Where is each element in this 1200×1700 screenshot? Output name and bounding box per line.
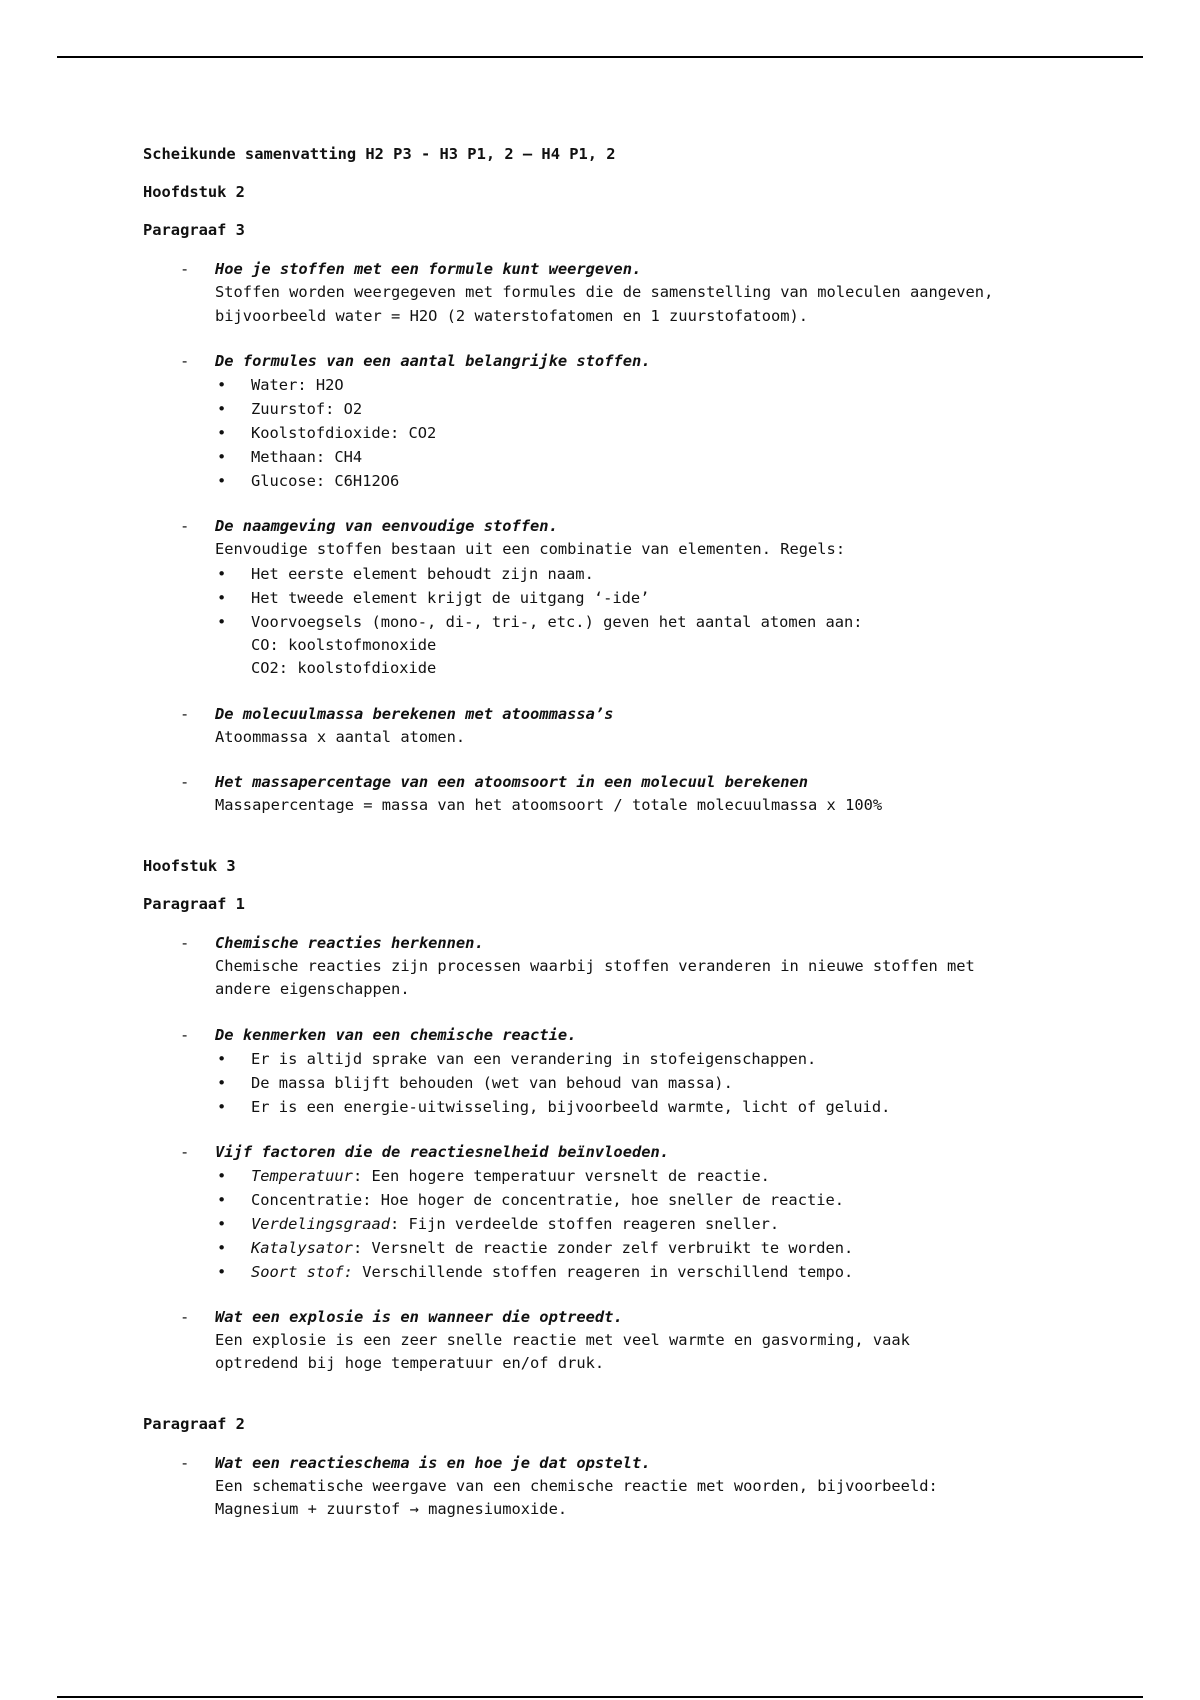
bullet-item bbox=[215, 1164, 1083, 1188]
bullet-item: • Er is een energie-uitwisseling, bijvoorbeeld warmte, licht of geluid. bbox=[215, 1095, 1083, 1119]
bullet-item: • Glucose: C6H12O6 bbox=[215, 469, 1083, 493]
item-text: Een schematische weergave van een chemische reactie met woorden, bijvoorbeeld: bbox=[215, 1476, 938, 1495]
bullet-item: • De massa blijft behouden (wet van behoud van massa). bbox=[215, 1071, 1083, 1095]
item-question: Chemische reacties herkennen. bbox=[215, 933, 484, 952]
bullet-list bbox=[215, 1164, 1083, 1284]
bullet-item: • Zuurstof: O2 bbox=[215, 397, 1083, 421]
item-text: Eenvoudige stoffen bestaan uit een combinatie van elementen. Regels: bbox=[215, 540, 846, 558]
item-question: Het massapercentage van een atoomsoort in een molecuul berekenen bbox=[215, 773, 809, 791]
item-text: Massapercentage = massa van het atoomsoort / totale molecuulmassa x 100% bbox=[215, 796, 883, 814]
list-item bbox=[143, 1141, 1083, 1284]
list-item bbox=[143, 771, 1083, 818]
dash-marker: - bbox=[180, 1453, 190, 1472]
dash-marker: - bbox=[180, 704, 190, 723]
document-body bbox=[143, 144, 1083, 1544]
sub-example: CO2: koolstofdioxide bbox=[251, 659, 437, 677]
bullet-item: • Het tweede element krijgt de uitgang ‘-ide’ bbox=[215, 586, 1083, 610]
list-item bbox=[143, 1306, 1083, 1376]
list-item bbox=[143, 350, 1083, 493]
dash-marker: - bbox=[180, 517, 190, 535]
list-item bbox=[143, 703, 1083, 750]
item-text: andere eigenschappen. bbox=[215, 980, 410, 998]
factor-text: Verschillende stoffen reageren in verschillend tempo. bbox=[352, 1262, 854, 1281]
bullet-list bbox=[215, 562, 1083, 634]
dash-marker: - bbox=[180, 773, 190, 791]
item-question: De formules van een aantal belangrijke stoffen. bbox=[215, 352, 651, 370]
paragraph-heading-3-1: Paragraaf 1 bbox=[143, 894, 245, 913]
item-text: Magnesium + zuurstof → magnesiumoxide. bbox=[215, 1500, 568, 1518]
item-question: De kenmerken van een chemische reactie. bbox=[215, 1025, 577, 1044]
item-text: Atoommassa x aantal atomen. bbox=[215, 727, 466, 746]
item-question: Vijf factoren die de reactiesnelheid beïnvloeden. bbox=[215, 1142, 670, 1161]
paragraph-heading-2-3: Paragraaf 3 bbox=[143, 221, 245, 239]
top-rule bbox=[57, 56, 1143, 58]
item-text: Stoffen worden weergegeven met formules die de samenstelling van moleculen aangeven, bbox=[215, 283, 994, 301]
bullet-item: • Het eerste element behoudt zijn naam. bbox=[215, 562, 1083, 586]
bullet-item bbox=[215, 1260, 1083, 1284]
factor-text: : Een hogere temperatuur versnelt de reactie. bbox=[352, 1166, 770, 1185]
item-question: De naamgeving van eenvoudige stoffen. bbox=[215, 517, 558, 535]
sub-example: CO: koolstofmonoxide bbox=[251, 635, 437, 654]
list-item bbox=[143, 258, 1083, 328]
list-item bbox=[143, 1452, 1083, 1522]
bullet-list bbox=[215, 373, 1083, 493]
factor-text: : Versnelt de reactie zonder zelf verbruikt te worden. bbox=[352, 1238, 854, 1257]
item-question: Wat een explosie is en wanneer die optreedt. bbox=[215, 1307, 623, 1326]
list-item bbox=[143, 932, 1083, 1002]
item-text: Een explosie is een zeer snelle reactie met veel warmte en gasvorming, vaak bbox=[215, 1330, 910, 1349]
item-question: Wat een reactieschema is en hoe je dat opstelt. bbox=[215, 1453, 651, 1472]
bullet-item: • Water: H2O bbox=[215, 373, 1083, 397]
item-text: bijvoorbeeld water = H2O (2 waterstofatomen en 1 zuurstofatoom). bbox=[215, 306, 809, 325]
dash-marker: - bbox=[180, 1025, 190, 1044]
chapter-heading-2: Hoofdstuk 2 bbox=[143, 183, 245, 201]
factor-text: : Fijn verdeelde stoffen reageren sneller. bbox=[390, 1214, 780, 1233]
item-text: Chemische reacties zijn processen waarbij stoffen veranderen in nieuwe stoffen met bbox=[215, 956, 975, 975]
list-item bbox=[143, 1024, 1083, 1119]
factor-term: Soort stof: bbox=[251, 1262, 353, 1281]
dash-marker: - bbox=[180, 1307, 190, 1326]
item-question: Hoe je stoffen met een formule kunt weergeven. bbox=[215, 260, 642, 278]
item-text: optredend bij hoge temperatuur en/of druk. bbox=[215, 1354, 605, 1372]
bullet-item: • Er is altijd sprake van een verandering in stofeigenschappen. bbox=[215, 1047, 1083, 1071]
item-question: De molecuulmassa berekenen met atoommassa’s bbox=[215, 704, 614, 723]
paragraph-heading-3-2: Paragraaf 2 bbox=[143, 1414, 245, 1433]
bullet-item: • Concentratie: Hoe hoger de concentratie, hoe sneller de reactie. bbox=[215, 1188, 1083, 1212]
document-title: Scheikunde samenvatting H2 P3 - H3 P1, 2 – H4 P1, 2 bbox=[143, 145, 616, 163]
bullet-item: • Voorvoegsels (mono-, di-, tri-, etc.) geven het aantal atomen aan: bbox=[215, 610, 1083, 634]
dash-marker: - bbox=[180, 352, 190, 370]
factor-term: Katalysator bbox=[251, 1238, 353, 1257]
factor-term: Temperatuur bbox=[251, 1166, 353, 1185]
bullet-item bbox=[215, 1236, 1083, 1260]
dash-marker: - bbox=[180, 260, 190, 278]
dash-marker: - bbox=[180, 1142, 190, 1161]
bottom-rule bbox=[57, 1696, 1143, 1698]
list-item bbox=[143, 515, 1083, 681]
chapter-heading-3: Hoofstuk 3 bbox=[143, 856, 236, 875]
factor-term: Verdelingsgraad bbox=[251, 1214, 390, 1233]
dash-marker: - bbox=[180, 933, 190, 952]
bullet-list bbox=[215, 1047, 1083, 1119]
bullet-item: • Koolstofdioxide: CO2 bbox=[215, 421, 1083, 445]
bullet-item: • Methaan: CH4 bbox=[215, 445, 1083, 469]
bullet-item bbox=[215, 1212, 1083, 1236]
